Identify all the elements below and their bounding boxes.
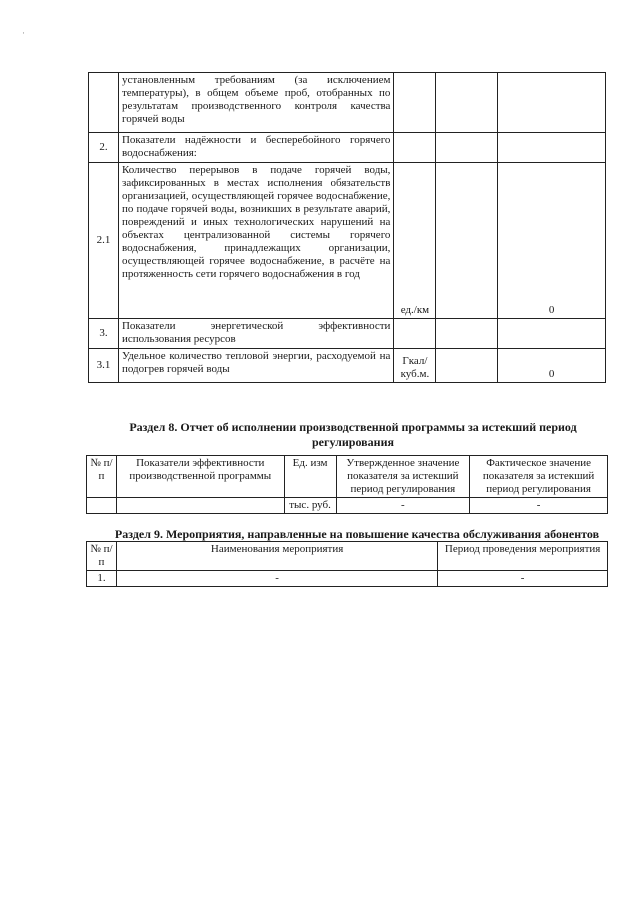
row-number: 3. [89,319,119,349]
table-row [89,349,606,383]
indicator-text: установленным требованиям (за исключением температуры), в общем объеме проб, отобранных по результатам производственного контроля качества горячей воды [118,73,393,133]
cell-approved: - [336,497,470,513]
row-number: 2. [89,133,119,163]
value-cell: 0 [498,349,606,383]
header-indicators: Показатели эффективности производственной программы [116,456,284,498]
header-period: Период проведения мероприятия [438,542,608,571]
table-row [89,163,606,319]
table-header-row [87,542,608,571]
value-cell [498,73,606,133]
value-cell [436,73,498,133]
value-cell: 0 [498,163,606,319]
indicator-text: Показатели надёжности и бесперебойного горячего водоснабжения: [118,133,393,163]
value-cell [436,319,498,349]
cell-number [87,497,117,513]
header-actual: Фактическое значение показателя за истекший период регулирования [470,456,608,498]
cell-actual: - [470,497,608,513]
table-row [87,570,608,586]
table-row [89,73,606,133]
cell-indicator [116,497,284,513]
value-cell [436,163,498,319]
section-8-title: Раздел 8. Отчет об исполнении производственной программы за истекший период регулирования [129,420,577,449]
row-number: 3.1 [89,349,119,383]
unit-cell [394,133,436,163]
section-9-title: Раздел 9. Мероприятия, направленные на повышение качества обслуживания абонентов [114,527,600,541]
table-row [89,133,606,163]
cell-period: - [438,570,608,586]
table-row [87,497,608,513]
header-number: № п/п [87,456,117,498]
cell-number: 1. [87,570,117,586]
table-row [89,319,606,349]
scan-mark: · [22,28,25,38]
value-cell [436,133,498,163]
value-cell [498,133,606,163]
unit-cell [394,319,436,349]
header-activity: Наименования мероприятия [116,542,437,571]
indicator-text: Удельное количество тепловой энергии, расходуемой на подогрев горячей воды [118,349,393,383]
section-8-table [86,455,608,514]
unit-cell: ед./км [394,163,436,319]
header-approved: Утвержденное значение показателя за истекший период регулирования [336,456,470,498]
value-cell [498,319,606,349]
row-number [89,73,119,133]
indicator-text: Количество перерывов в подаче горячей воды, зафиксированных в местах исполнения обязательств организацией, осуществляющей горячее водоснабжение, по подаче горячей воды, возникших в результате аварий, повреждений и иных технологических нарушений на объектах централизованной системы горячего водоснабжения, принадлежащих организации, осуществляющей горячее водоснабжение, в расчёте на протяженность сети горячего водоснабжения в год [118,163,393,319]
value-cell [436,349,498,383]
cell-unit: тыс. руб. [284,497,336,513]
unit-cell [394,73,436,133]
indicator-text: Показатели энергетической эффективности использования ресурсов [118,319,393,349]
header-unit: Ед. изм [284,456,336,498]
table-header-row [87,456,608,498]
row-number: 2.1 [89,163,119,319]
header-number: № п/п [87,542,117,571]
unit-cell: Гкал/ куб.м. [394,349,436,383]
cell-activity: - [116,570,437,586]
indicators-table [88,72,606,383]
section-9-table [86,541,608,587]
